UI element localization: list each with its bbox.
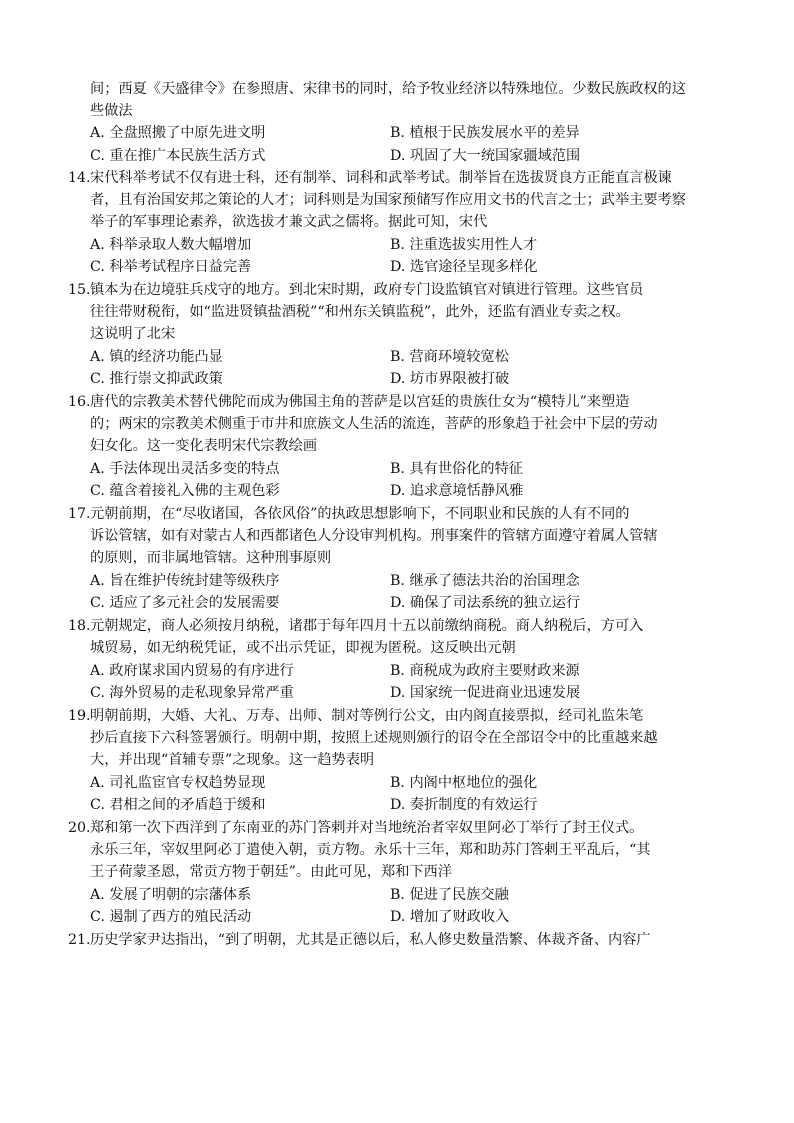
q20-option-c: C. 遏制了西方的殖民活动: [90, 909, 252, 925]
q19-number: 19.: [68, 708, 91, 724]
q16-stem-line2: 的；两宋的宗教美术侧重于市井和庶族文人生活的流连，菩萨的形象趋于社会中下层的劳动: [90, 416, 658, 432]
q19-text: 明朝前期，大婚、大礼、万寿、出师、制对等例行公文，由内阁直接票拟，经司礼监朱笔: [90, 708, 644, 724]
q20-stem-line2: 永乐三年，宰奴里阿必丁遣使入朝，贡方物。永乐十三年，郑和助苏门答剌王平乱后，“其: [90, 842, 651, 858]
q15-stem-line1: [68, 279, 643, 301]
q16-stem-line1: [68, 391, 629, 413]
q13-option-a: A. 全盘照搬了中原先进文明: [90, 125, 266, 141]
q16-option-a: A. 手法体现出灵活多变的特点: [90, 461, 280, 477]
q15-stem-line3: 这说明了北宋: [90, 326, 176, 342]
q18-option-b: B. 商税成为政府主要财政来源: [390, 663, 580, 679]
q20-option-a: A. 发展了明朝的宗藩体系: [90, 887, 252, 903]
q14-option-b: B. 注重选拔实用性人才: [390, 237, 538, 253]
q16-stem-line3: 妇女化。这一变化表明宋代宗教绘画: [90, 438, 318, 454]
q13-option-b: B. 植根于民族发展水平的差异: [390, 125, 580, 141]
q17-option-c: C. 适应了多元社会的发展需要: [90, 595, 280, 611]
q17-option-a: A. 旨在维护传统封建等级秩序: [90, 573, 280, 589]
q14-number: 14.: [68, 170, 91, 186]
q17-stem-line1: [68, 503, 629, 525]
q16-option-d: D. 追求意境恬静风雅: [390, 483, 524, 499]
q15-option-d: D. 坊市界限被打破: [390, 371, 510, 387]
q20-stem-line3: 王子荷蒙圣恩，常贡方物于朝廷”。由此可见，郑和下西洋: [90, 864, 452, 880]
q15-text: 镇本为在边境驻兵戍守的地方。到北宋时期，政府专门设监镇官对镇进行管理。这些官员: [90, 282, 644, 298]
q14-option-a: A. 科举录取人数大幅增加: [90, 237, 252, 253]
q16-number: 16.: [68, 394, 91, 410]
q18-option-c: C. 海外贸易的走私现象异常严重: [90, 685, 294, 701]
q18-number: 18.: [68, 618, 91, 634]
q14-option-d: D. 选官途径呈现多样化: [390, 259, 538, 275]
q16-text: 唐代的宗教美术替代佛陀而成为佛国主角的菩萨是以宫廷的贵族仕女为“模特儿”来塑造: [90, 394, 630, 410]
q19-stem-line1: [68, 705, 643, 727]
q21-stem-line1: [68, 929, 651, 951]
q19-stem-line3: 大，并出现“首辅专票”之现象。这一趋势表明: [90, 752, 375, 768]
q17-option-b: B. 继承了德法共治的治国理念: [390, 573, 580, 589]
q15-stem-line2: 往往带财税衔，如“监进贤镇盐酒税”“和州东关镇监税”，此外，还监有酒业专卖之权。: [90, 304, 630, 320]
q19-option-d: D. 奏折制度的有效运行: [390, 797, 538, 813]
q18-text: 元朝规定，商人必须按月纳税，诸郡于每年四月十五以前缴纳商税。商人纳税后，方可入: [90, 618, 644, 634]
q19-option-a: A. 司礼监宦官专权趋势显现: [90, 775, 266, 791]
q14-stem-line1: [68, 167, 672, 189]
q20-text: 郑和第一次下西洋到了东南亚的苏门答剌并对当地统治者宰奴里阿必丁举行了封王仪式。: [90, 820, 644, 836]
q13-text-line1: 间；西夏《天盛律令》在参照唐、宋律书的同时，给予牧业经济以特殊地位。少数民族政权的这: [90, 81, 686, 97]
q16-option-c: C. 蕴含着接礼入佛的主观色彩: [90, 483, 280, 499]
q15-number: 15.: [68, 282, 91, 298]
q20-option-d: D. 增加了财政收入: [390, 909, 510, 925]
q14-text: 宋代科举考试不仅有进士科，还有制举、词科和武举考试。制举旨在选拔贤良方正能直言极谏: [90, 170, 672, 186]
q17-stem-line3: 的原则，而非属地管辖。这种刑事原则: [90, 550, 332, 566]
q18-stem-line2: 城贸易，如无纳税凭证，或不出示凭证，即视为匿税。这反映出元朝: [90, 640, 516, 656]
q19-option-c: C. 君相之间的矛盾趋于缓和: [90, 797, 266, 813]
q13-option-d: D. 巩固了大一统国家疆域范围: [390, 148, 581, 164]
q19-stem-line2: 抄后直接下六科签署颁行。明朝中期，按照上述规则颁行的诏令在全部诏令中的比重越来越: [90, 730, 658, 746]
q16-option-b: B. 具有世俗化的特征: [390, 461, 523, 477]
q20-stem-line1: [68, 817, 643, 839]
q18-option-d: D. 国家统一促进商业迅速发展: [390, 685, 581, 701]
q21-text: 历史学家尹达指出，“到了明朝，尤其是正德以后，私人修史数量浩繁、体裁齐备、内容广: [90, 932, 651, 948]
q13-option-c: C. 重在推广本民族生活方式: [90, 148, 266, 164]
q17-text: 元朝前期，在“尽收诸国，各依风俗”的执政思想影响下，不同职业和民族的人有不同的: [90, 506, 630, 522]
q18-stem-line1: [68, 615, 643, 637]
q17-number: 17.: [68, 506, 91, 522]
q19-option-b: B. 内阁中枢地位的强化: [390, 775, 538, 791]
q13-text-line2: 些做法: [90, 103, 133, 119]
q15-option-c: C. 推行崇文抑武政策: [90, 371, 223, 387]
q20-number: 20.: [68, 820, 91, 836]
q14-stem-line3: 举子的军事理论素养，欲选拔才兼文武之儒将。据此可知，宋代: [90, 214, 488, 230]
q18-option-a: A. 政府谋求国内贸易的有序进行: [90, 663, 294, 679]
q21-number: 21.: [68, 932, 91, 948]
q15-option-a: A. 镇的经济功能凸显: [90, 349, 223, 365]
q20-option-b: B. 促进了民族交融: [390, 887, 509, 903]
q17-stem-line2: 诉讼管辖，如有对蒙古人和西都诸色人分设审判机构。刑事案件的管辖方面遵守着属人管辖: [90, 528, 658, 544]
q14-option-c: C. 科举考试程序日益完善: [90, 259, 252, 275]
q17-option-d: D. 确保了司法系统的独立运行: [390, 595, 581, 611]
q14-stem-line2: 者，且有治国安邦之策论的人才；词科则是为国家预储写作应用文书的代言之士；武举主要考察: [90, 192, 686, 208]
q15-option-b: B. 营商环境较宽松: [390, 349, 509, 365]
